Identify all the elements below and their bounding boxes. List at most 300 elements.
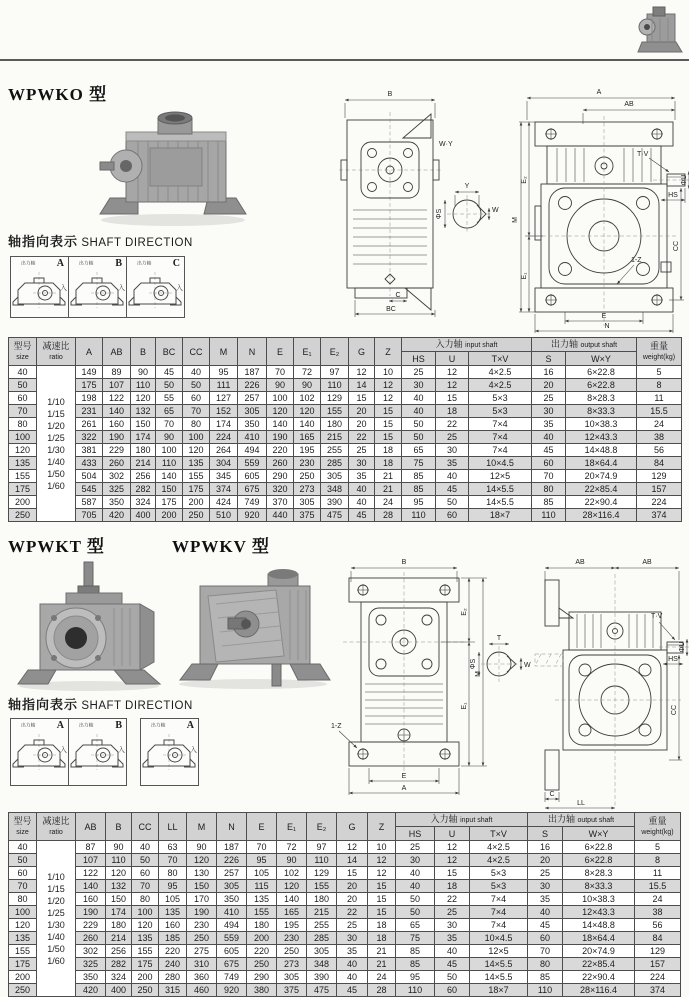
output-axis-label: 出力轴 <box>21 723 36 729</box>
dim-label-a: A <box>596 89 602 96</box>
data-cell: 260 <box>267 457 294 470</box>
col-header-dim-AB: AB <box>103 338 131 366</box>
data-cell: 50 <box>156 379 183 392</box>
data-cell: 375 <box>277 984 307 997</box>
table-row-size-100 <box>9 431 682 444</box>
data-cell: 322 <box>76 431 103 444</box>
data-cell: 559 <box>238 457 267 470</box>
data-cell: 50 <box>402 418 436 431</box>
direction-letter: B <box>115 258 122 269</box>
data-cell: 35 <box>528 893 563 906</box>
size-cell: 70 <box>9 405 37 418</box>
input-direction-label: 入 <box>60 285 67 292</box>
data-cell: 8 <box>635 854 681 867</box>
data-cell: 70 <box>267 366 294 379</box>
data-cell: 90 <box>156 431 183 444</box>
data-cell: 165 <box>277 906 307 919</box>
table-row-size-70 <box>9 405 682 418</box>
data-cell: 15 <box>375 431 402 444</box>
dim-label-ab2: AB <box>642 559 652 566</box>
table-row-size-155 <box>9 945 681 958</box>
col-subheader-S: S <box>528 827 563 841</box>
data-cell: 25 <box>528 867 563 880</box>
data-cell: 494 <box>238 444 267 457</box>
data-cell: 264 <box>210 444 238 457</box>
col-header-dim-N: N <box>217 813 247 841</box>
dim-label-e2: E₂ <box>521 176 528 184</box>
data-cell: 12 <box>349 366 375 379</box>
col-group-input-shaft: 入力轴 input shaft <box>402 338 532 352</box>
data-cell: 749 <box>238 496 267 509</box>
col-header-dim-G: G <box>337 813 368 841</box>
output-axis-label: 出力轴 <box>79 723 94 729</box>
data-cell: 129 <box>637 470 682 483</box>
data-cell: 60 <box>436 509 469 522</box>
dim-label-cc: CC <box>671 704 678 716</box>
data-cell: 229 <box>76 919 106 932</box>
dim-label-cc: CC <box>673 240 680 252</box>
data-cell: 16 <box>528 841 563 854</box>
size-cell: 120 <box>9 919 37 932</box>
data-cell: 100 <box>132 906 159 919</box>
data-cell: 20 <box>349 418 375 431</box>
data-cell: 22×90.4 <box>566 496 637 509</box>
data-cell: 70 <box>532 470 566 483</box>
data-cell: 18 <box>368 919 396 932</box>
data-cell: 348 <box>321 483 349 496</box>
data-cell: 226 <box>217 854 247 867</box>
data-cell: 400 <box>106 984 132 997</box>
wpwko-spec-table-container <box>8 337 682 522</box>
data-cell: 85 <box>402 470 436 483</box>
data-cell: 60 <box>528 932 563 945</box>
col-subheader-T×V: T×V <box>470 827 528 841</box>
data-cell: 120 <box>183 444 210 457</box>
data-cell: 110 <box>321 379 349 392</box>
data-cell: 70 <box>528 945 563 958</box>
data-cell: 149 <box>76 366 103 379</box>
data-cell: 140 <box>267 418 294 431</box>
data-cell: 45 <box>337 984 368 997</box>
data-cell: 90 <box>106 841 132 854</box>
data-cell: 6×22.8 <box>566 379 637 392</box>
data-cell: 28×116.4 <box>563 984 635 997</box>
data-cell: 200 <box>247 932 277 945</box>
data-cell: 257 <box>217 867 247 880</box>
data-cell: 70 <box>156 418 183 431</box>
data-cell: 155 <box>132 945 159 958</box>
data-cell: 28 <box>368 984 396 997</box>
data-cell: 22×85.4 <box>563 958 635 971</box>
data-cell: 22 <box>349 431 375 444</box>
data-cell: 14×48.8 <box>566 444 637 457</box>
data-cell: 215 <box>321 431 349 444</box>
dim-label-1z: 1-Z <box>631 257 642 264</box>
data-cell: 282 <box>131 483 156 496</box>
size-cell: 60 <box>9 392 37 405</box>
data-cell: 38 <box>637 431 682 444</box>
dim-label-a: A <box>401 785 407 792</box>
input-direction-label: 入 <box>118 747 125 754</box>
data-cell: 140 <box>294 418 321 431</box>
data-cell: 305 <box>238 405 267 418</box>
data-cell: 12×43.3 <box>563 906 635 919</box>
data-cell: 325 <box>76 958 106 971</box>
data-cell: 95 <box>247 854 277 867</box>
col-header-dim-BC: BC <box>156 338 183 366</box>
data-cell: 390 <box>321 496 349 509</box>
col-header-weight: 重量 weight(kg) <box>635 813 681 841</box>
size-cell: 100 <box>9 906 37 919</box>
data-cell: 381 <box>76 444 103 457</box>
data-cell: 50 <box>436 496 469 509</box>
gearbox-front-sketch <box>142 732 196 772</box>
data-cell: 35 <box>349 470 375 483</box>
data-cell: 174 <box>106 906 132 919</box>
data-cell: 273 <box>294 483 321 496</box>
data-cell: 224 <box>637 496 682 509</box>
data-cell: 40 <box>528 906 563 919</box>
data-cell: 5×3 <box>470 867 528 880</box>
data-cell: 100 <box>183 431 210 444</box>
data-cell: 70 <box>132 880 159 893</box>
data-cell: 10×4.5 <box>469 457 532 470</box>
col-subheader-W×Y: W×Y <box>566 352 637 366</box>
data-cell: 65 <box>156 405 183 418</box>
data-cell: 65 <box>402 444 436 457</box>
data-cell: 705 <box>76 509 103 522</box>
data-cell: 305 <box>217 880 247 893</box>
table2-table <box>8 812 681 997</box>
output-axis-label: 出力轴 <box>151 723 166 729</box>
data-cell: 40 <box>396 880 435 893</box>
data-cell: 20×74.9 <box>566 470 637 483</box>
dim-label-e1: E₁ <box>521 272 528 280</box>
data-cell: 135 <box>183 457 210 470</box>
data-cell: 14 <box>349 379 375 392</box>
data-cell: 152 <box>210 405 238 418</box>
col-header-dim-B: B <box>106 813 132 841</box>
data-cell: 275 <box>187 945 217 958</box>
data-cell: 200 <box>132 971 159 984</box>
data-cell: 95 <box>396 971 435 984</box>
data-cell: 12 <box>337 841 368 854</box>
data-cell: 120 <box>277 880 307 893</box>
data-cell: 18 <box>435 880 470 893</box>
data-cell: 30 <box>528 880 563 893</box>
data-cell: 315 <box>159 984 187 997</box>
data-cell: 220 <box>267 444 294 457</box>
data-cell: 35 <box>436 457 469 470</box>
data-cell: 7×4 <box>470 906 528 919</box>
table-row-size-200 <box>9 496 682 509</box>
shaft-direction-en: SHAFT DIRECTION <box>81 700 193 712</box>
data-cell: 102 <box>294 392 321 405</box>
dim-label-e2: E₂ <box>461 608 468 616</box>
wpwkt-wpwkv-dimension-drawing <box>329 556 689 812</box>
data-cell: 250 <box>277 945 307 958</box>
data-cell: 28 <box>375 509 402 522</box>
size-cell: 120 <box>9 444 37 457</box>
col-group-input-shaft: 入力轴 input shaft <box>396 813 528 827</box>
size-cell: 100 <box>9 431 37 444</box>
data-cell: 7×4 <box>469 431 532 444</box>
data-cell: 14×5.5 <box>470 971 528 984</box>
data-cell: 107 <box>76 854 106 867</box>
data-cell: 129 <box>635 945 681 958</box>
data-cell: 84 <box>635 932 681 945</box>
data-cell: 4×2.5 <box>469 379 532 392</box>
table1-table <box>8 337 682 522</box>
gearbox-front-sketch <box>12 732 66 772</box>
data-cell: 226 <box>238 379 267 392</box>
data-cell: 675 <box>238 483 267 496</box>
data-cell: 115 <box>247 880 277 893</box>
product-thumbnail-photo <box>634 4 686 58</box>
data-cell: 12 <box>368 867 396 880</box>
data-cell: 180 <box>106 919 132 932</box>
data-cell: 229 <box>103 444 131 457</box>
data-cell: 135 <box>159 906 187 919</box>
data-cell: 174 <box>210 418 238 431</box>
wpwkt-wpwkv-spec-table-container <box>8 812 681 997</box>
data-cell: 18 <box>368 932 396 945</box>
data-cell: 40 <box>532 431 566 444</box>
data-cell: 72 <box>277 841 307 854</box>
data-cell: 175 <box>76 379 103 392</box>
size-cell: 50 <box>9 379 37 392</box>
data-cell: 18 <box>436 405 469 418</box>
data-cell: 87 <box>76 841 106 854</box>
col-header-dim-E₁: E₁ <box>277 813 307 841</box>
data-cell: 60 <box>183 392 210 405</box>
data-cell: 100 <box>156 444 183 457</box>
data-cell: 255 <box>307 919 337 932</box>
data-cell: 40 <box>132 841 159 854</box>
dim-label-c: C <box>549 791 555 798</box>
data-cell: 15 <box>375 418 402 431</box>
data-cell: 190 <box>187 906 217 919</box>
data-cell: 157 <box>635 958 681 971</box>
data-cell: 155 <box>307 880 337 893</box>
data-cell: 10×38.3 <box>563 893 635 906</box>
data-cell: 111 <box>210 379 238 392</box>
data-cell: 374 <box>635 984 681 997</box>
data-cell: 25 <box>337 919 368 932</box>
data-cell: 35 <box>532 418 566 431</box>
dim-label-1z: 1-Z <box>331 723 342 730</box>
data-cell: 72 <box>294 366 321 379</box>
data-cell: 10 <box>375 366 402 379</box>
data-cell: 8×28.3 <box>566 392 637 405</box>
table-row-size-200 <box>9 971 681 984</box>
dim-label-y: Y <box>464 183 470 190</box>
col-group-output-shaft: 出力轴 output shaft <box>528 813 635 827</box>
data-cell: 504 <box>76 470 103 483</box>
data-cell: 257 <box>238 392 267 405</box>
data-cell: 25 <box>532 392 566 405</box>
data-cell: 14×5.5 <box>469 483 532 496</box>
data-cell: 30 <box>532 405 566 418</box>
data-cell: 21 <box>368 945 396 958</box>
data-cell: 25 <box>436 431 469 444</box>
wpwkt-photo <box>14 560 164 692</box>
input-direction-label: 入 <box>176 285 183 292</box>
data-cell: 60 <box>532 457 566 470</box>
direction-letter: A <box>186 720 194 731</box>
data-cell: 30 <box>436 444 469 457</box>
size-cell: 40 <box>9 366 37 379</box>
data-cell: 250 <box>132 984 159 997</box>
data-cell: 6×22.8 <box>563 854 635 867</box>
dim-label-t: T <box>496 635 502 642</box>
data-cell: 22 <box>435 893 470 906</box>
data-cell: 350 <box>103 496 131 509</box>
data-cell: 18×64.4 <box>563 932 635 945</box>
data-cell: 20×74.9 <box>563 945 635 958</box>
data-cell: 140 <box>103 405 131 418</box>
data-cell: 40 <box>349 483 375 496</box>
data-cell: 22 <box>436 418 469 431</box>
data-cell: 250 <box>183 509 210 522</box>
table-row-size-155 <box>9 470 682 483</box>
shaft-direction-heading-2 <box>8 694 193 713</box>
data-cell: 4×2.5 <box>470 854 528 867</box>
data-cell: 8×33.3 <box>563 880 635 893</box>
data-cell: 15 <box>368 880 396 893</box>
data-cell: 24 <box>368 971 396 984</box>
dim-label-wy: W·Y <box>439 141 453 148</box>
data-cell: 7×4 <box>470 893 528 906</box>
data-cell: 180 <box>247 919 277 932</box>
data-cell: 20 <box>532 379 566 392</box>
data-cell: 100 <box>267 392 294 405</box>
data-cell: 90 <box>131 366 156 379</box>
col-subheader-S: S <box>532 352 566 366</box>
data-cell: 302 <box>103 470 131 483</box>
data-cell: 50 <box>183 379 210 392</box>
data-cell: 8×33.3 <box>566 405 637 418</box>
col-header-dim-N: N <box>238 338 267 366</box>
data-cell: 273 <box>277 958 307 971</box>
data-cell: 5 <box>637 366 682 379</box>
data-cell: 190 <box>76 906 106 919</box>
section-title-wpwko: WPWKO 型 <box>8 85 108 104</box>
data-cell: 187 <box>217 841 247 854</box>
data-cell: 155 <box>247 906 277 919</box>
data-cell: 155 <box>183 470 210 483</box>
data-cell: 110 <box>396 984 435 997</box>
size-cell: 200 <box>9 971 37 984</box>
dim-label-w: W <box>492 207 499 214</box>
data-cell: 56 <box>637 444 682 457</box>
data-cell: 475 <box>307 984 337 997</box>
data-cell: 45 <box>435 958 470 971</box>
output-axis-label: 出力轴 <box>79 261 94 267</box>
data-cell: 102 <box>277 867 307 880</box>
data-cell: 85 <box>396 958 435 971</box>
data-cell: 14×48.8 <box>563 919 635 932</box>
shaft-direction-cn: 轴指向表示 <box>8 234 79 249</box>
data-cell: 85 <box>396 945 435 958</box>
data-cell: 90 <box>277 854 307 867</box>
data-cell: 12×5 <box>470 945 528 958</box>
data-cell: 325 <box>103 483 131 496</box>
data-cell: 45 <box>156 366 183 379</box>
data-cell: 129 <box>321 392 349 405</box>
data-cell: 40 <box>436 470 469 483</box>
data-cell: 230 <box>294 457 321 470</box>
data-cell: 45 <box>532 444 566 457</box>
data-cell: 30 <box>349 457 375 470</box>
data-cell: 180 <box>131 444 156 457</box>
data-cell: 95 <box>210 366 238 379</box>
data-cell: 25 <box>396 841 435 854</box>
dim-label-e1: E₁ <box>461 702 468 710</box>
output-axis-label: 出力轴 <box>137 261 152 267</box>
gearbox-front-sketch <box>12 270 66 310</box>
data-cell: 12 <box>375 379 402 392</box>
dim-label-ll: LL <box>577 800 585 807</box>
data-cell: 80 <box>532 483 566 496</box>
data-cell: 545 <box>76 483 103 496</box>
table-row-size-120 <box>9 919 681 932</box>
data-cell: 10×4.5 <box>470 932 528 945</box>
data-cell: 129 <box>307 867 337 880</box>
data-cell: 127 <box>210 392 238 405</box>
col-header-dim-CC: CC <box>132 813 159 841</box>
data-cell: 282 <box>106 958 132 971</box>
data-cell: 749 <box>217 971 247 984</box>
size-cell: 135 <box>9 457 37 470</box>
data-cell: 15 <box>349 392 375 405</box>
data-cell: 280 <box>159 971 187 984</box>
dim-label-phi-u: ΦU <box>681 174 688 186</box>
data-cell: 433 <box>76 457 103 470</box>
table-row-size-135 <box>9 457 682 470</box>
data-cell: 302 <box>76 945 106 958</box>
direction-letter: B <box>115 720 122 731</box>
data-cell: 25 <box>435 906 470 919</box>
dim-label-bc: BC <box>386 306 396 313</box>
data-cell: 25 <box>402 366 436 379</box>
data-cell: 120 <box>294 405 321 418</box>
data-cell: 230 <box>187 919 217 932</box>
dim-label-n: N <box>604 323 610 330</box>
data-cell: 45 <box>349 509 375 522</box>
data-cell: 135 <box>247 893 277 906</box>
size-cell: 135 <box>9 932 37 945</box>
col-header-size: 型号 size <box>9 813 37 841</box>
size-cell: 60 <box>9 867 37 880</box>
data-cell: 14×5.5 <box>470 958 528 971</box>
data-cell: 80 <box>528 958 563 971</box>
data-cell: 40 <box>337 958 368 971</box>
data-cell: 12 <box>436 379 469 392</box>
data-cell: 5×3 <box>470 880 528 893</box>
dim-label-e: E <box>401 773 407 780</box>
size-cell: 155 <box>9 945 37 958</box>
data-cell: 120 <box>131 392 156 405</box>
data-cell: 30 <box>435 919 470 932</box>
data-cell: 12 <box>375 392 402 405</box>
data-cell: 110 <box>106 854 132 867</box>
data-cell: 15 <box>375 405 402 418</box>
data-cell: 510 <box>210 509 238 522</box>
data-cell: 55 <box>156 392 183 405</box>
shaft-direction-box-b-2 <box>68 718 127 786</box>
data-cell: 24 <box>635 893 681 906</box>
